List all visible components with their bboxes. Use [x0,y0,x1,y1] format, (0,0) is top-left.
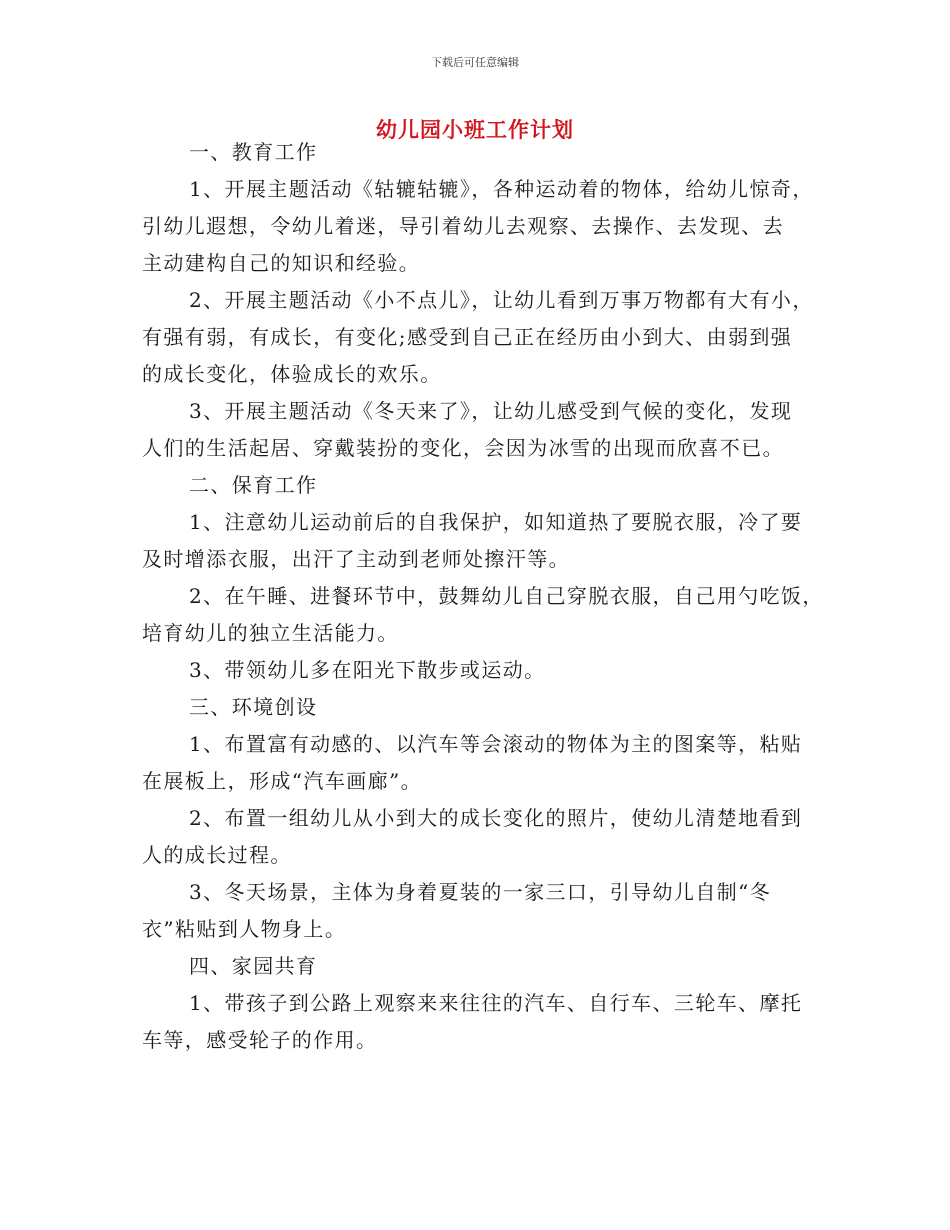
paragraph-line: 1、注意幼儿运动前后的自我保护，如知道热了要脱衣服，冷了要 [189,510,803,534]
paragraph-line: 3、冬天场景，主体为身着夏装的一家三口，引导幼儿自制“冬 [189,880,772,904]
paragraph-line: 2、在午睡、进餐环节中，鼓舞幼儿自己穿脱衣服，自己用勺吃饭， [189,584,824,608]
paragraph-line: 在展板上，形成“汽车画廊”。 [142,769,423,793]
section-heading-care: 二、保育工作 [189,473,318,497]
paragraph-line: 2、开展主题活动《小不点儿》，让幼儿看到万事万物都有大有小， [189,288,814,312]
paragraph-line: 培育幼儿的独立生活能力。 [142,621,399,645]
paragraph-line: 2、布置一组幼儿从小到大的成长变化的照片，使幼儿清楚地看到 [189,806,803,830]
paragraph-line: 3、带领幼儿多在阳光下散步或运动。 [189,658,546,682]
paragraph-line: 主动建构自己的知识和经验。 [142,251,421,275]
paragraph-line: 1、带孩子到公路上观察来来往往的汽车、自行车、三轮车、摩托 [189,991,803,1015]
header-note: 下载后可任意编辑 [431,56,519,69]
paragraph-line: 引幼儿遐想，令幼儿着迷，导引着幼儿去观察、去操作、去发现、去 [142,214,784,238]
paragraph-line: 人的成长过程。 [142,843,292,867]
paragraph-line: 车等，感受轮子的作用。 [142,1028,378,1052]
section-heading-home-school: 四、家园共育 [189,954,318,978]
paragraph-line: 的成长变化，体验成长的欢乐。 [142,362,442,386]
section-heading-education: 一、教育工作 [189,140,318,164]
document-title: 幼儿园小班工作计划 [376,118,574,142]
paragraph-line: 人们的生活起居、穿戴装扮的变化，会因为冰雪的出现而欣喜不已。 [142,436,784,460]
document-body [142,134,824,1059]
paragraph-line: 及时增添衣服，出汗了主动到老师处擦汗等。 [142,547,570,571]
paragraph-line: 1、开展主题活动《轱辘轱辘》，各种运动着的物体，给幼儿惊奇， [189,177,814,201]
paragraph-line: 3、开展主题活动《冬天来了》，让幼儿感受到气候的变化，发现 [189,399,793,423]
section-heading-environment: 三、环境创设 [189,695,318,719]
paragraph-line: 1、布置富有动感的、以汽车等会滚动的物体为主的图案等，粘贴 [189,732,803,756]
paragraph-line: 衣”粘贴到人物身上。 [142,917,347,941]
paragraph-line: 有强有弱，有成长，有变化;感受到自己正在经历由小到大、由弱到强 [142,325,793,349]
